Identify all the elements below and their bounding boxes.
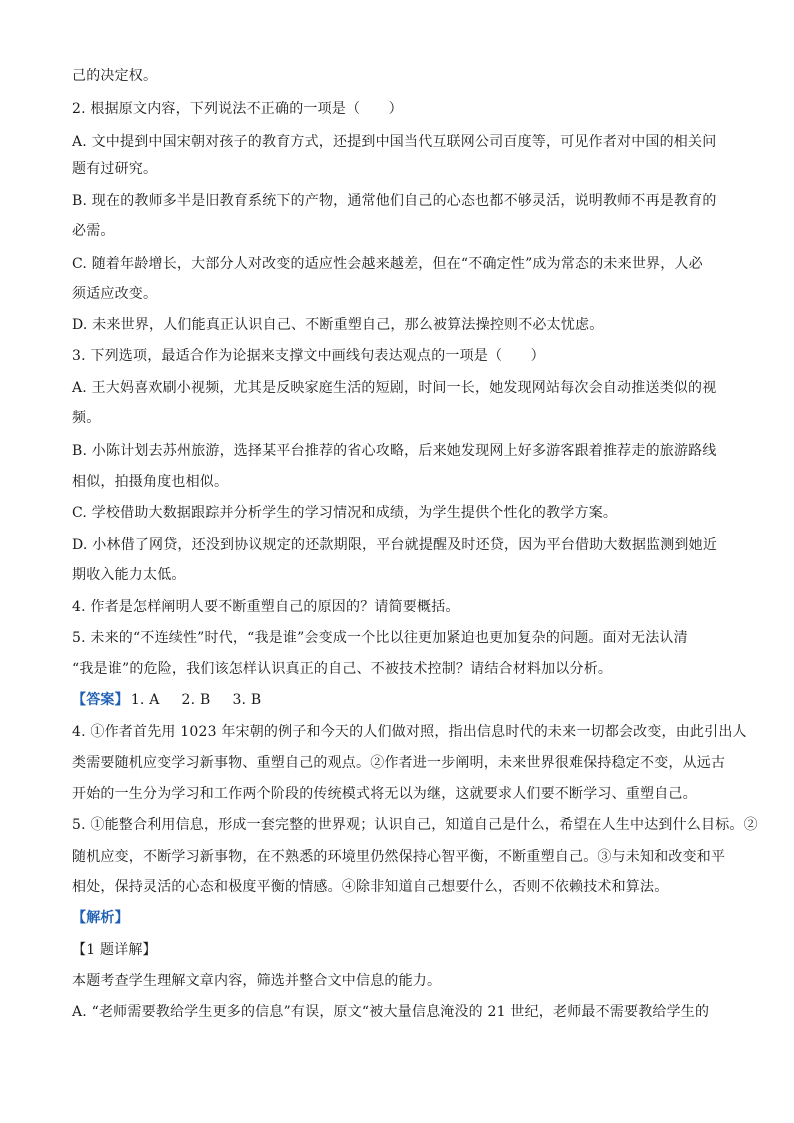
analysis-q1-heading: 【1 题详解】 xyxy=(72,942,157,958)
text-line: 必需。 xyxy=(72,223,115,239)
question-3-option-a: A. 王大妈喜欢刷小视频，尤其是反映家庭生活的短剧，时间一长，她发现网站每次会自动推送类似的视 xyxy=(72,380,717,396)
question-2-option-a: A. 文中提到中国宋朝对孩子的教育方式，还提到中国当代互联网公司百度等，可见作者对中国的相关问 xyxy=(72,134,717,150)
answer-5-text: 5. ①能整合利用信息，形成一套完整的世界观；认识自己，知道自己是什么，希望在人生中达到什么目标。② xyxy=(72,817,758,833)
answer-1: 1. A xyxy=(130,692,160,708)
question-3-option-b: B. 小陈计划去苏州旅游，选择某平台推荐的省心攻略，后来她发现网上好多游客跟着推荐走的旅游路线 xyxy=(72,443,717,459)
text-line: 开始的一生分为学习和工作两个阶段的传统模式将无以为继，这就要求人们要不断学习、重塑自己。 xyxy=(72,786,697,802)
question-4-stem: 4. 作者是怎样阐明人要不断重塑自己的原因的？请简要概括。 xyxy=(72,599,460,615)
text-line: 须适应改变。 xyxy=(72,286,158,302)
question-3-stem: 3. 下列选项，最适合作为论据来支撑文中画线句表达观点的一项是（ ） xyxy=(72,348,545,364)
question-5-stem: 5. 未来的“不连续性”时代，“我是谁”会变成一个比以往更加紧迫也更加复杂的问题。面对无法认清 xyxy=(72,630,688,646)
answer-tag: 【答案】 xyxy=(72,692,129,708)
answer-line xyxy=(72,690,261,710)
answer-3: 3. B xyxy=(232,692,262,708)
analysis-text: 本题考查学生理解文章内容，筛选并整合文中信息的能力。 xyxy=(72,973,442,989)
text-line: 频。 xyxy=(72,410,101,426)
answer-4-text: 4. ①作者首先用 1023 年宋朝的例子和今天的人们做对照，指出信息时代的未来一切都会改变，由此引出人 xyxy=(72,724,747,740)
text-line: 类需要随机应变学习新事物、重塑自己的观点。②作者进一步阐明，未来世界很难保持稳定不变，从远古 xyxy=(72,755,726,771)
question-2-option-d: D. 未来世界，人们能真正认识自己、不断重塑自己，那么被算法操控则不必太忧虑。 xyxy=(72,317,604,333)
question-2-option-c: C. 随着年龄增长，大部分人对改变的适应性会越来越差，但在“不确定性”成为常态的未来世界，人必 xyxy=(72,256,703,272)
question-3-option-c: C. 学校借助大数据跟踪并分析学生的学习情况和成绩，为学生提供个性化的教学方案。 xyxy=(72,505,618,521)
analysis-tag xyxy=(72,908,129,928)
text-line: 随机应变，不断学习新事物，在不熟悉的环境里仍然保持心智平衡，不断重塑自己。③与未知和改变和平 xyxy=(72,849,726,865)
analysis-tag-label: 【解析】 xyxy=(72,910,129,926)
text-line: 相处，保持灵活的心态和极度平衡的情感。④除非知道自己想要什么，否则不依赖技术和算法。 xyxy=(72,879,669,895)
text-line: 相似，拍摄角度也相似。 xyxy=(72,474,229,490)
text-line: 期收入能力太低。 xyxy=(72,567,186,583)
question-3-option-d: D. 小林借了网贷，还没到协议规定的还款期限，平台就提醒及时还贷，因为平台借助大数据监测到她近 xyxy=(72,537,718,553)
question-2-stem: 2. 根据原文内容，下列说法不正确的一项是（ ） xyxy=(72,101,403,117)
text-line: “我是谁”的危险，我们该怎样认识真正的自己、不被技术控制？请结合材料加以分析。 xyxy=(72,661,613,677)
question-2-option-b: B. 现在的教师多半是旧教育系统下的产物，通常他们自己的心态也都不够灵活，说明教师不再是教育的 xyxy=(72,193,717,209)
analysis-text: A. “老师需要教给学生更多的信息”有误，原文“被大量信息淹没的 21 世纪，老师最不需要教给学生的 xyxy=(72,1004,710,1020)
text-line: 己的决定权。 xyxy=(72,68,158,84)
text-line: 题有过研究。 xyxy=(72,161,158,177)
answer-2: 2. B xyxy=(181,692,211,708)
